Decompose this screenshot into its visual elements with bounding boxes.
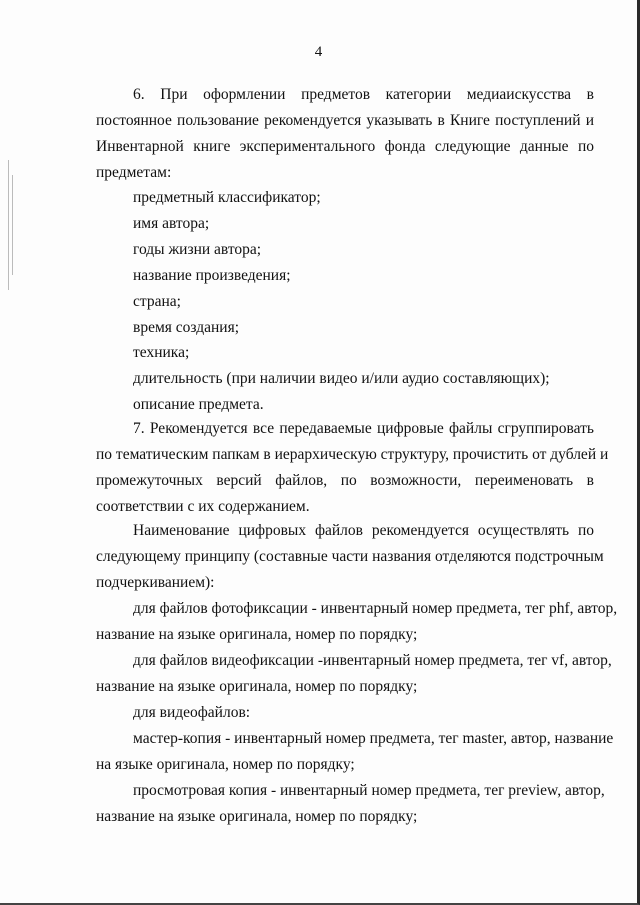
naming-paragraph-line-2: следующему принципу (составные части названия отделяются подстрочным <box>96 548 604 565</box>
master-copy-line-1: мастер-копия - инвентарный номер предмета, тег master, автор, название <box>133 730 614 747</box>
list-item: длительность (при наличии видео и/или аудио составляющих); <box>133 370 550 387</box>
photo-files-line-1: для файлов фотофиксации - инвентарный номер предмета, тег phf, автор, <box>133 600 618 617</box>
paragraph-6-line-3: Инвентарной книге экспериментального фонда следующие данные по <box>96 138 594 155</box>
preview-copy-line-1: просмотровая копия - инвентарный номер предмета, тег preview, автор, <box>133 782 605 799</box>
video-fixation-line-2: название на языке оригинала, номер по порядку; <box>96 678 418 695</box>
video-fixation-line-1: для файлов видеофиксации -инвентарный номер предмета, тег vf, автор, <box>133 652 612 669</box>
list-item: техника; <box>133 344 190 361</box>
list-item: годы жизни автора; <box>133 241 262 258</box>
naming-paragraph-line-3: подчеркиванием): <box>96 574 215 591</box>
list-item: предметный классификатор; <box>133 189 321 206</box>
list-item: страна; <box>133 293 181 310</box>
paragraph-6-line-2: постоянное пользование рекомендуется указывать в Книге поступлений и <box>96 112 594 129</box>
preview-copy-line-2: название на языке оригинала, номер по порядку; <box>96 808 418 825</box>
video-files-heading: для видеофайлов: <box>133 704 251 721</box>
paragraph-7-line-2: по тематическим папкам в иерархическую структуру, прочистить от дублей и <box>96 446 609 463</box>
naming-paragraph-line-1: Наименование цифровых файлов рекомендуется осуществлять по <box>133 522 594 539</box>
paragraph-7-line-1: 7. Рекомендуется все передаваемые цифровые файлы сгруппировать <box>133 420 594 437</box>
master-copy-line-2: на языке оригинала, номер по порядку; <box>96 756 355 773</box>
page-number: 4 <box>314 44 323 60</box>
list-item: время создания; <box>133 319 240 336</box>
list-item: имя автора; <box>133 215 210 232</box>
photo-files-line-2: название на языке оригинала, номер по порядку; <box>96 626 418 643</box>
scan-artifact <box>8 160 9 290</box>
list-item: название произведения; <box>133 267 291 284</box>
paragraph-7-line-3: промежуточных версий файлов, по возможности, переименовать в <box>96 472 594 489</box>
scan-artifact <box>12 175 13 275</box>
list-item: описание предмета. <box>133 396 264 413</box>
paragraph-7-line-4: соответствии с их содержанием. <box>96 498 310 515</box>
paragraph-6-line-4: предметам: <box>96 164 172 181</box>
paragraph-6-line-1: 6. При оформлении предметов категории медиаискусства в <box>133 86 594 103</box>
